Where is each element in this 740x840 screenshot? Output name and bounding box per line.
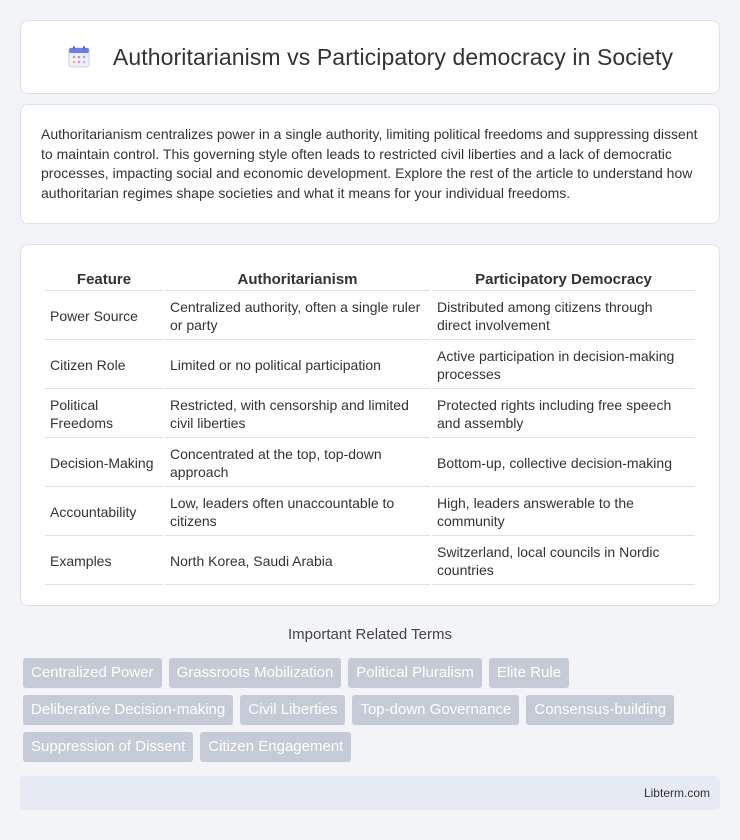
feature-cell: Political Freedoms: [45, 391, 163, 438]
footer: [20, 776, 720, 810]
feature-cell: Citizen Role: [45, 342, 163, 389]
column-header-authoritarianism: Authoritarianism: [165, 265, 430, 291]
table-row: [45, 440, 695, 487]
term-tag[interactable]: Suppression of Dissent: [23, 732, 193, 762]
authoritarianism-cell: North Korea, Saudi Arabia: [165, 538, 430, 585]
intro-card: [20, 104, 720, 224]
term-tag[interactable]: Political Pluralism: [348, 658, 482, 688]
term-tag[interactable]: Civil Liberties: [240, 695, 345, 725]
authoritarianism-cell: Restricted, with censorship and limited civil liberties: [165, 391, 430, 438]
authoritarianism-cell: Concentrated at the top, top-down approach: [165, 440, 430, 487]
table-row: [45, 489, 695, 536]
feature-cell: Decision-Making: [45, 440, 163, 487]
column-header-feature: Feature: [45, 265, 163, 291]
related-terms-title: Important Related Terms: [288, 626, 452, 643]
democracy-cell: High, leaders answerable to the community: [432, 489, 695, 536]
term-tag[interactable]: Centralized Power: [23, 658, 162, 688]
term-tag[interactable]: Elite Rule: [489, 658, 569, 688]
authoritarianism-cell: Centralized authority, often a single ruler or party: [165, 293, 430, 340]
page-title: Authoritarianism vs Participatory democracy in Society: [112, 43, 674, 70]
header-card: [20, 20, 720, 94]
democracy-cell: Protected rights including free speech and assembly: [432, 391, 695, 438]
column-header-participatory-democracy: Participatory Democracy: [432, 265, 695, 291]
table-header-row: [45, 265, 695, 291]
header: [67, 44, 673, 71]
feature-cell: Accountability: [45, 489, 163, 536]
authoritarianism-cell: Low, leaders often unaccountable to citizens: [165, 489, 430, 536]
authoritarianism-cell: Limited or no political participation: [165, 342, 430, 389]
term-tag[interactable]: Grassroots Mobilization: [169, 658, 342, 688]
feature-cell: Examples: [45, 538, 163, 585]
democracy-cell: Bottom-up, collective decision-making: [432, 440, 695, 487]
democracy-cell: Switzerland, local councils in Nordic countries: [432, 538, 695, 585]
democracy-cell: Distributed among citizens through direct involvement: [432, 293, 695, 340]
term-tag[interactable]: Deliberative Decision-making: [23, 695, 233, 725]
comparison-table: [43, 263, 697, 587]
intro-paragraph: Authoritarianism centralizes power in a single authority, limiting political freedoms and suppressing dissent to maintain control. This governing style often leads to restricted civil liberties and a lack of democratic processes, impacting social and economic development. Explore the rest of the article to understand how authoritarian regimes shape societies and what it means for your individual freedoms.: [41, 126, 698, 201]
table-row: [45, 391, 695, 438]
feature-cell: Power Source: [45, 293, 163, 340]
table-row: [45, 538, 695, 585]
term-tag[interactable]: Top-down Governance: [352, 695, 519, 725]
comparison-card: [20, 244, 720, 606]
table-row: [45, 293, 695, 340]
term-tag[interactable]: Citizen Engagement: [200, 732, 351, 762]
footer-site-link[interactable]: Libterm.com: [643, 786, 710, 800]
calendar-icon: [67, 45, 91, 69]
democracy-cell: Active participation in decision-making processes: [432, 342, 695, 389]
table-row: [45, 342, 695, 389]
term-tag[interactable]: Consensus-building: [526, 695, 674, 725]
related-terms-list: [23, 658, 723, 769]
